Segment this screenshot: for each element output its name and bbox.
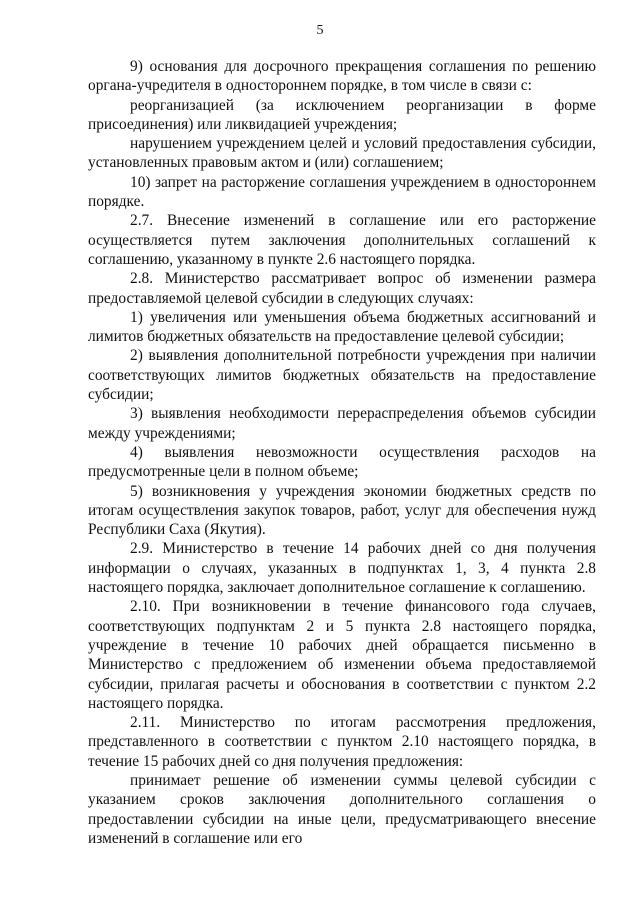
paragraph-2-9: 2.9. Министерство в течение 14 рабочих дней со дня получения информации о случаях, указанных в подпунктах 1, 3, 4 пункта 2.8 настоящего порядка, заключает дополнительное соглашение к соглашению. [88,540,596,597]
paragraph-reorganization: реорганизацией (за исключением реорганизации в форме присоединения) или ликвидацией учреждения; [88,96,596,133]
page-number: 5 [316,23,324,38]
paragraph-2-11: 2.11. Министерство по итогам рассмотрения предложения, представленного в соответствии с пунктом 2.10 настоящего порядка, в течение 15 рабочих дней со дня получения предложения: [88,714,596,770]
paragraph-2-8-item-4: 4) выявления невозможности осуществления расходов на предусмотренные цели в полном объеме; [88,443,596,481]
paragraph-item-9-termination-grounds: 9) основания для досрочного прекращения соглашения по решению органа-учредителя в одностороннем порядке, в том числе в связи с: [88,58,596,95]
paragraph-2-8: 2.8. Министерство рассматривает вопрос об изменении размера предоставляемой целевой субсидии в следующих случаях: [88,270,596,307]
paragraph-2-8-item-3: 3) выявления необходимости перераспределения объемов субсидии между учреждениями; [88,405,596,442]
paragraph-2-8-item-5: 5) возникновения у учреждения экономии бюджетных средств по итогам осуществления закупок товаров, работ, услуг для обеспечения нужд Республики Саха (Якутия). [88,482,596,539]
paragraph-violation: нарушением учреждением целей и условий предоставления субсидии, установленных правовым актом и (или) соглашением; [88,135,596,172]
paragraph-2-7: 2.7. Внесение изменений в соглашение или его расторжение осуществляется путем заключения дополнительных соглашений к соглашению, указанному в пункте 2.6 настоящего порядка. [88,212,596,268]
paragraph-2-10: 2.10. При возникновении в течение финансового года случаев, соответствующих подпунктам 2 и 5 пункта 2.8 настоящего порядка, учреждение в течение 10 рабочих дней обращается письменно в Министерство с предложением об изменении объема предоставляемой субсидии, прилагая расчеты и обоснования в соответствии с пунктом 2.2 настоящего порядка. [88,598,596,712]
paragraph-decision: принимает решение об изменении суммы целевой субсидии с указанием сроков заключения дополнительного соглашения о предоставлении субсидии на иные цели, предусматривающего внесение изменений в соглашение или его [88,771,596,847]
paragraph-2-8-item-1: 1) увеличения или уменьшения объема бюджетных ассигнований и лимитов бюджетных обязательств на предоставление целевой субсидии; [88,308,596,346]
paragraph-item-10-termination-ban: 10) запрет на расторжение соглашения учреждением в одностороннем порядке. [88,173,596,211]
document-body [88,57,596,848]
paragraph-2-8-item-2: 2) выявления дополнительной потребности учреждения при наличии соответствующих лимитов бюджетных обязательств на предоставление субсидии; [88,347,596,404]
